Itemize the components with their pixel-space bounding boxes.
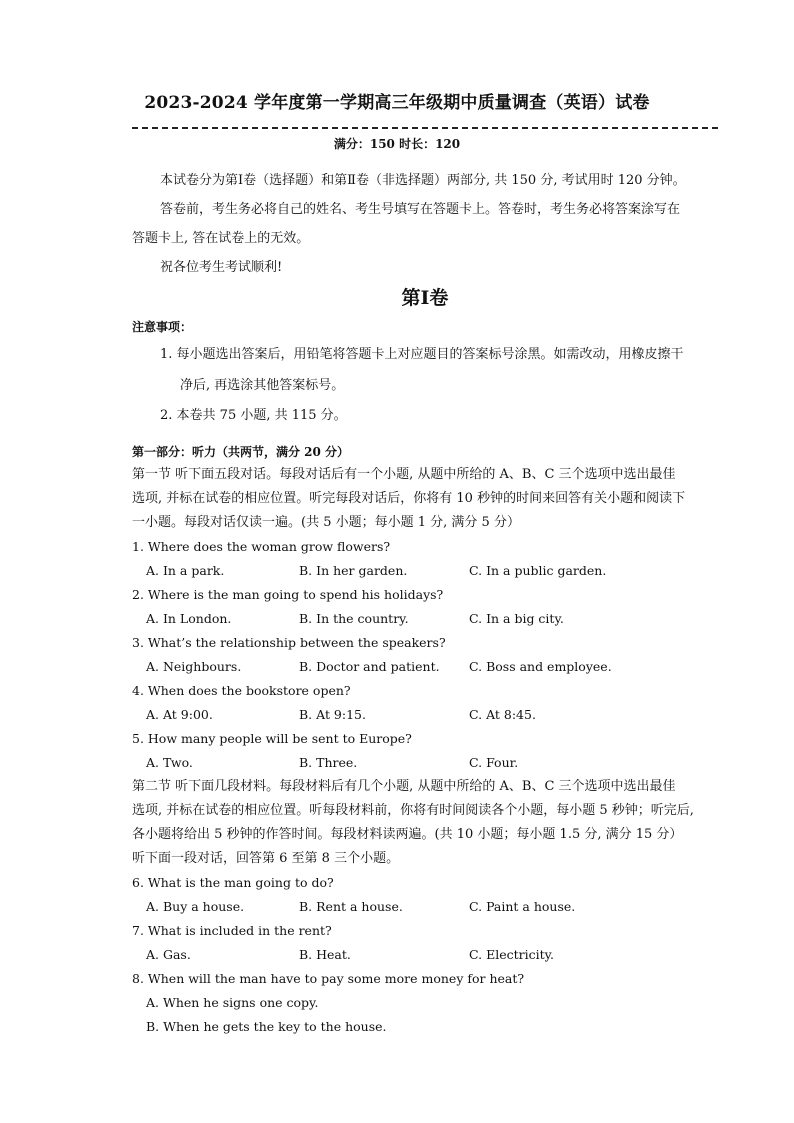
listening-heading: 第一部分：听力（共两节，满分 20 分） [132, 445, 350, 459]
intro-line-3: 答题卡上, 答在试卷上的无效。 [132, 231, 310, 246]
section-1-line-1: 第一节 听下面五段对话。每段对话后有一个小题, 从题中所给的 A、B、C 三个选项中选出最佳 [132, 467, 676, 482]
intro-line-4: 祝各位考生考试顺利! [160, 260, 283, 275]
question-stem: 3. What’s the relationship between the speakers? [132, 635, 446, 650]
option-b: B. When he gets the key to the house. [146, 1019, 387, 1034]
part-1-title: 第Ⅰ卷 [401, 287, 449, 309]
option-a: A. Buy a house. [146, 899, 245, 914]
section-1-line-2: 选项, 并标在试卷的相应位置。听完每段对话后，你将有 10 秒钟的时间来回答有关小题和阅读下 [132, 491, 686, 506]
exam-title: 2023-2024 学年度第一学期高三年级期中质量调查（英语）试卷 [144, 93, 650, 113]
option-a: A. When he signs one copy. [146, 995, 319, 1010]
option-a: A. In a park. [146, 563, 225, 578]
notes-heading: 注意事项： [132, 320, 193, 334]
title-divider [132, 127, 718, 129]
notes-item-1-line-2: 净后, 再选涂其他答案标号。 [180, 378, 345, 393]
section-2-line-3: 各小题将给出 5 秒钟的作答时间。每段材料读两遍。(共 10 小题；每小题 1.5 分, 满分 15 分） [132, 827, 683, 842]
question-stem: 1. Where does the woman grow flowers? [132, 539, 391, 554]
question-stem: 7. What is included in the rent? [132, 923, 332, 938]
question-stem: 2. Where is the man going to spend his holidays? [132, 587, 444, 602]
option-c: C. Boss and employee. [469, 659, 612, 674]
option-c: C. At 8:45. [469, 707, 536, 722]
section-2-line-2: 选项, 并标在试卷的相应位置。听每段材料前，你将有时间阅读各个小题，每小题 5 秒钟；听完后, [132, 803, 694, 818]
option-a: A. Gas. [146, 947, 191, 962]
option-b: B. In her garden. [299, 563, 408, 578]
option-b: B. Doctor and patient. [299, 659, 440, 674]
option-a: A. Neighbours. [146, 659, 242, 674]
option-c: C. Electricity. [469, 947, 554, 962]
option-b: B. At 9:15. [299, 707, 366, 722]
option-a: A. At 9:00. [146, 707, 213, 722]
notes-item-2: 2. 本卷共 75 小题, 共 115 分。 [160, 408, 347, 423]
option-a: A. Two. [146, 755, 193, 770]
score-line: 满分：150 时长：120 [333, 137, 461, 151]
option-b: B. In the country. [299, 611, 409, 626]
option-c: C. Paint a house. [469, 899, 576, 914]
option-b: B. Heat. [299, 947, 351, 962]
option-c: C. In a big city. [469, 611, 564, 626]
question-stem: 8. When will the man have to pay some more money for heat? [132, 971, 525, 986]
section-1-line-3: 一小题。每段对话仅读一遍。(共 5 小题；每小题 1 分, 满分 5 分） [132, 515, 520, 530]
notes-item-1-line-1: 1. 每小题选出答案后，用铅笔将答题卡上对应题目的答案标号涂黑。如需改动，用橡皮擦干 [160, 347, 684, 362]
section-2-line-1: 第二节 听下面几段材料。每段材料后有几个小题, 从题中所给的 A、B、C 三个选项中选出最佳 [132, 779, 676, 794]
question-stem: 4. When does the bookstore open? [132, 683, 351, 698]
option-c: C. In a public garden. [469, 563, 607, 578]
question-stem: 6. What is the man going to do? [132, 875, 334, 890]
option-c: C. Four. [469, 755, 519, 770]
intro-line-1: 本试卷分为第Ⅰ卷（选择题）和第Ⅱ卷（非选择题）两部分, 共 150 分, 考试用时 120 分钟。 [160, 173, 686, 188]
section-2-line-4: 听下面一段对话，回答第 6 至第 8 三个小题。 [132, 851, 400, 866]
option-b: B. Three. [299, 755, 358, 770]
option-a: A. In London. [146, 611, 232, 626]
intro-line-2: 答卷前，考生务必将自己的姓名、考生号填写在答题卡上。答卷时，考生务必将答案涂写在 [160, 202, 681, 217]
question-stem: 5. How many people will be sent to Europe? [132, 731, 412, 746]
option-b: B. Rent a house. [299, 899, 403, 914]
